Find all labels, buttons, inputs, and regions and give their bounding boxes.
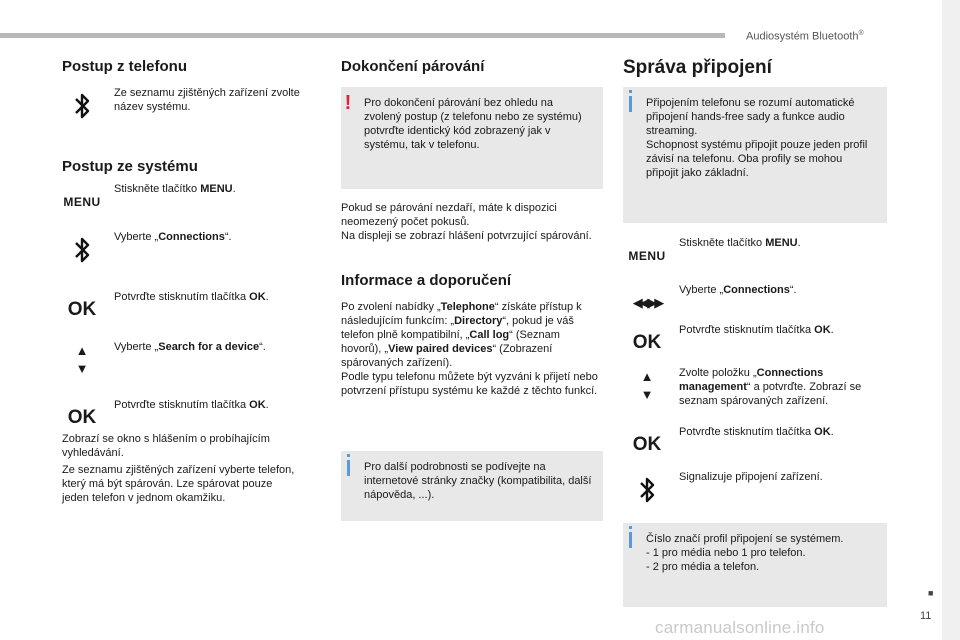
phone-procedure-heading: Postup z telefonu bbox=[62, 58, 187, 75]
left-right-arrows-icon: ◀◀ ▶▶ bbox=[632, 295, 662, 310]
system-step-1 bbox=[62, 182, 302, 222]
column-middle bbox=[341, 0, 603, 640]
system-step-4 bbox=[62, 340, 302, 380]
info-paragraph: Po zvolení nabídky „Telephone“ získáte přístup k následujícím funkcím: „Directory“, pokud je váš telefon plně kompatibilní, „Call log“ (Seznam hovorů), „View paired devices“ (Zobrazení spárovaných zařízení). Podle typu telefonu můžete být vyzváni k přijetí nebo potvrzení přístupu systému ke každé z těchto funkcí. bbox=[341, 301, 598, 397]
info-box bbox=[341, 451, 603, 521]
connection-step-5 bbox=[623, 425, 887, 465]
profile-info-text: Číslo značí profil připojení se systémem. - 1 pro média nebo 1 pro telefon. - 2 pro média a telefon. bbox=[646, 533, 844, 573]
warning-icon: ! bbox=[344, 92, 352, 114]
connection-step-5-text: Potvrďte stisknutím tlačítka OK. bbox=[679, 426, 834, 438]
searching-note: Zobrazí se okno s hlášením o probíhajícím vyhledávání. bbox=[62, 433, 270, 459]
connection-step-6 bbox=[623, 470, 887, 510]
page-header-title: Audiosystém Bluetooth® bbox=[746, 30, 864, 43]
ok-button-icon: OK bbox=[67, 407, 97, 428]
info-box-text: Pro další podrobnosti se podívejte na internetové stránky značky (kompatibilita, další nápověda, ...). bbox=[364, 461, 592, 501]
up-arrow-icon: ▲ bbox=[75, 343, 89, 358]
menu-button-icon: MENU bbox=[63, 195, 101, 209]
up-arrow-icon: ▲ bbox=[640, 369, 654, 384]
connection-management-heading: Správa připojení bbox=[623, 57, 772, 78]
connection-step-2 bbox=[623, 283, 887, 323]
connection-step-6-text: Signalizuje připojení zařízení. bbox=[679, 471, 823, 483]
connection-step-4-text: Zvolte položku „Connections management“ a potvrďte. Zobrazí se seznam spárovaných zařízení. bbox=[679, 367, 862, 407]
system-step-5-text: Potvrďte stisknutím tlačítka OK. bbox=[114, 399, 269, 411]
system-step-3 bbox=[62, 290, 302, 330]
select-phone-note: Ze seznamu zjištěných zařízení vyberte telefon, který má být spárován. Lze spárovat pouze jeden telefon v jednom okamžiku. bbox=[62, 464, 295, 504]
bluetooth-icon bbox=[62, 86, 102, 126]
connection-step-2-text: Vyberte „Connections“. bbox=[679, 284, 797, 296]
connection-info-box bbox=[623, 87, 887, 223]
column-right bbox=[623, 0, 887, 640]
connection-step-1-text: Stiskněte tlačítko MENU. bbox=[679, 237, 801, 249]
ok-button-icon: OK bbox=[632, 434, 662, 455]
down-arrow-icon: ▼ bbox=[75, 361, 89, 376]
phone-step bbox=[62, 86, 302, 126]
bluetooth-icon bbox=[62, 230, 102, 270]
info-icon bbox=[623, 530, 637, 548]
up-down-arrows-icon bbox=[623, 366, 671, 406]
bluetooth-icon bbox=[623, 470, 671, 510]
connection-step-3 bbox=[623, 323, 887, 363]
watermark: carmanualsonline.info bbox=[655, 618, 825, 637]
info-heading: Informace a doporučení bbox=[341, 272, 512, 289]
system-step-1-text: Stiskněte tlačítko MENU. bbox=[114, 183, 236, 195]
connection-step-1 bbox=[623, 236, 887, 276]
info-icon bbox=[341, 458, 355, 476]
info-icon bbox=[623, 94, 637, 112]
system-step-2-text: Vyberte „Connections“. bbox=[114, 231, 232, 243]
profile-info-box bbox=[623, 523, 887, 607]
page-marker: ■ bbox=[928, 588, 934, 598]
pairing-completion-heading: Dokončení párování bbox=[341, 58, 485, 75]
column-left bbox=[62, 0, 302, 640]
up-down-arrows-icon bbox=[62, 340, 102, 380]
system-step-3-text: Potvrďte stisknutím tlačítka OK. bbox=[114, 291, 269, 303]
pairing-fail-note: Pokud se párování nezdaří, máte k dispozici neomezený počet pokusů. Na displeji se zobrazí hlášení potvrzující spárování. bbox=[341, 202, 592, 242]
down-arrow-icon: ▼ bbox=[640, 387, 654, 402]
system-step-2 bbox=[62, 230, 302, 270]
system-procedure-heading: Postup ze systému bbox=[62, 158, 198, 175]
warning-box bbox=[341, 87, 603, 189]
menu-button-icon: MENU bbox=[628, 249, 666, 263]
ok-button-icon: OK bbox=[67, 299, 97, 320]
page-number: 11 bbox=[920, 610, 932, 622]
connection-step-3-text: Potvrďte stisknutím tlačítka OK. bbox=[679, 324, 834, 336]
system-step-4-text: Vyberte „Search for a device“. bbox=[114, 341, 266, 353]
connection-step-4 bbox=[623, 366, 887, 410]
connection-info-text: Připojením telefonu se rozumí automatické připojení hands-free sady a funkce audio streaming. Schopnost systému připojit pouze jeden profil závisí na telefonu. Oba profily se mohou připojit jako základní. bbox=[646, 97, 868, 179]
ok-button-icon: OK bbox=[632, 332, 662, 353]
warning-text: Pro dokončení párování bez ohledu na zvolený postup (z telefonu nebo ze systému) potvrďte identický kód zobrazený jak v systému, tak v telefonu. bbox=[364, 97, 582, 151]
page-side-strip bbox=[942, 0, 960, 640]
phone-step-text: Ze seznamu zjištěných zařízení zvolte název systému. bbox=[114, 87, 300, 113]
